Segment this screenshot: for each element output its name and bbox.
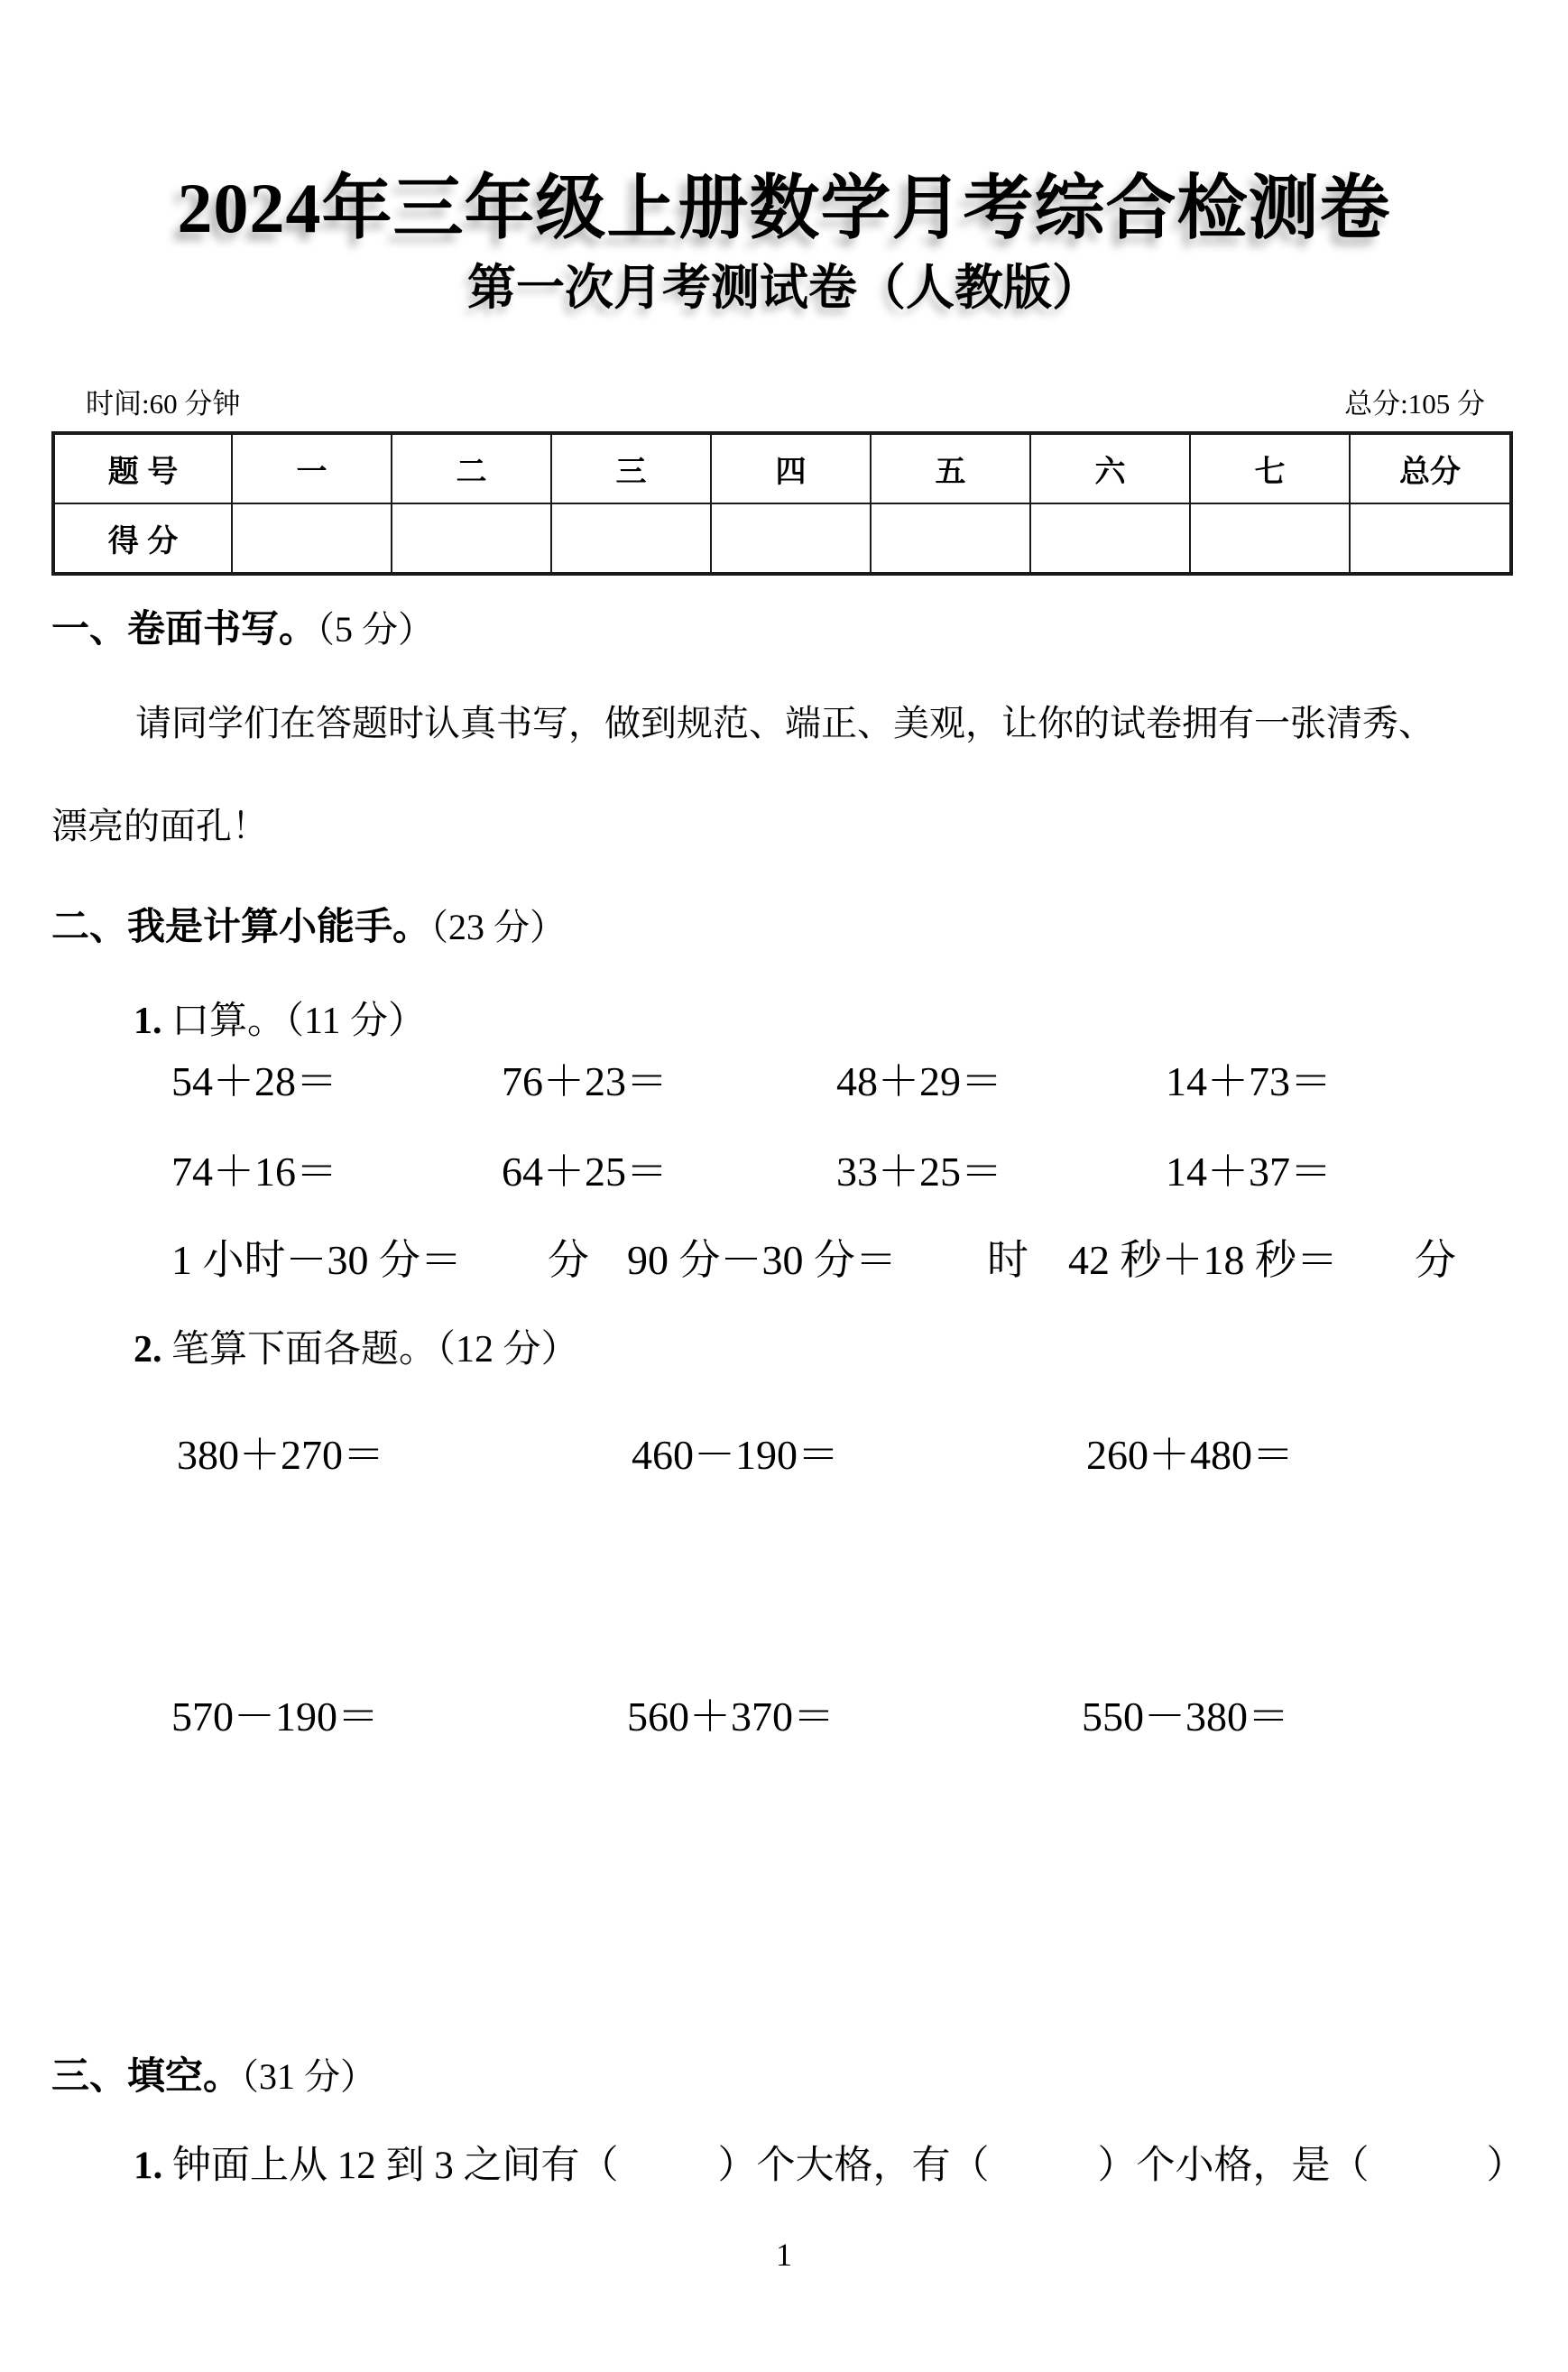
written-equation-6: 550－380＝ — [1082, 1694, 1289, 1740]
written-calc-question-text: 笔算下面各题。（12 分） — [161, 1329, 579, 1371]
time-equation-3-expr: 42 秒＋18 秒＝ — [1068, 1237, 1338, 1283]
score-table-score-row — [53, 503, 1511, 574]
fill-item-segment-3: ）个小格，是（ — [1097, 2145, 1370, 2187]
section-1-title: 一、卷面书写。 — [51, 607, 318, 650]
time-equation-3-unit: 分 — [1415, 1237, 1456, 1283]
score-blank-cell-total — [1350, 503, 1511, 574]
time-equation-1 — [171, 1227, 589, 1287]
section-2-heading — [51, 897, 566, 951]
score-blank-cell-7 — [1190, 503, 1350, 574]
fill-blank-item-1 — [134, 2135, 1526, 2190]
fill-item-segment-4: ） — [1486, 2145, 1526, 2187]
fill-item-segment-2: ）个大格，有（ — [717, 2145, 990, 2187]
score-blank-cell-6 — [1030, 503, 1190, 574]
page-title: 2024年三年级上册数学月考综合检测卷 — [177, 169, 1391, 247]
score-table-col-2: 二 — [392, 433, 551, 503]
written-equation-1: 380＋270＝ — [177, 1432, 384, 1478]
score-blank-cell-4 — [711, 503, 871, 574]
section-3-score: （31 分） — [241, 2056, 377, 2097]
score-blank-cell-1 — [232, 503, 392, 574]
oral-calc-question-text: 口算。（11 分） — [161, 1001, 426, 1042]
oral-calc-question-label — [134, 991, 426, 1045]
score-table-col-3: 三 — [551, 433, 711, 503]
score-table-col-4: 四 — [711, 433, 871, 503]
section-1-score: （5 分） — [317, 609, 435, 650]
oral-equation-4: 14＋73＝ — [1166, 1058, 1332, 1104]
exam-time-label: 时间:60 分钟 — [86, 388, 241, 420]
time-equation-2 — [627, 1227, 1028, 1287]
score-blank-cell-3 — [551, 503, 711, 574]
written-equation-4: 570－190＝ — [171, 1694, 379, 1740]
oral-equation-7: 33＋25＝ — [836, 1149, 1002, 1195]
oral-equation-3: 48＋29＝ — [836, 1058, 1002, 1104]
score-table-header-row — [53, 433, 1511, 503]
score-table-col-5: 五 — [871, 433, 1030, 503]
oral-equation-5: 74＋16＝ — [171, 1149, 337, 1195]
oral-calc-question-number: 1. — [134, 1001, 162, 1042]
written-calc-question-number: 2. — [134, 1329, 162, 1371]
score-blank-cell-2 — [392, 503, 551, 574]
oral-equation-6: 64＋25＝ — [502, 1149, 668, 1195]
score-table-label-score: 得 分 — [53, 503, 232, 574]
section-1-heading — [51, 599, 434, 653]
score-table-col-7: 七 — [1190, 433, 1350, 503]
fill-item-number: 1. — [134, 2145, 163, 2187]
oral-equation-1: 54＋28＝ — [171, 1058, 337, 1104]
time-equation-2-expr: 90 分－30 分＝ — [627, 1237, 897, 1283]
time-equation-1-unit: 分 — [548, 1237, 589, 1283]
time-equation-2-unit: 时 — [987, 1237, 1028, 1283]
handwriting-note-line-1: 请同学们在答题时认真书写，做到规范、端正、美观，让你的试卷拥有一张清秀、 — [135, 703, 1434, 743]
written-equation-5: 560＋370＝ — [627, 1694, 835, 1740]
score-table-col-1: 一 — [232, 433, 392, 503]
handwriting-note-line-2: 漂亮的面孔！ — [51, 806, 268, 846]
score-table — [51, 431, 1513, 576]
section-2-title: 二、我是计算小能手。 — [51, 905, 431, 947]
section-3-title: 三、填空。 — [51, 2054, 242, 2097]
page-subtitle: 第一次月考测试卷（人教版） — [467, 261, 1101, 315]
written-equation-3: 260＋480＝ — [1086, 1432, 1294, 1478]
score-blank-cell-5 — [871, 503, 1030, 574]
oral-equation-2: 76＋23＝ — [502, 1058, 668, 1104]
section-2-score: （23 分） — [430, 907, 567, 947]
written-calc-question-label — [134, 1319, 579, 1373]
score-table-col-total: 总分 — [1350, 433, 1511, 503]
exam-total-score-label: 总分:105 分 — [1344, 388, 1485, 420]
time-equation-1-expr: 1 小时－30 分＝ — [171, 1237, 462, 1283]
score-table-label-question-number: 题 号 — [53, 433, 232, 503]
fill-item-segment-1: 钟面上从 12 到 3 之间有（ — [162, 2145, 619, 2187]
time-equation-3 — [1068, 1227, 1456, 1287]
written-equation-2: 460－190＝ — [632, 1432, 839, 1478]
section-3-heading — [51, 2046, 376, 2100]
score-table-col-6: 六 — [1030, 433, 1190, 503]
oral-equation-8: 14＋37＝ — [1166, 1149, 1332, 1195]
page-number: 1 — [776, 2237, 792, 2273]
